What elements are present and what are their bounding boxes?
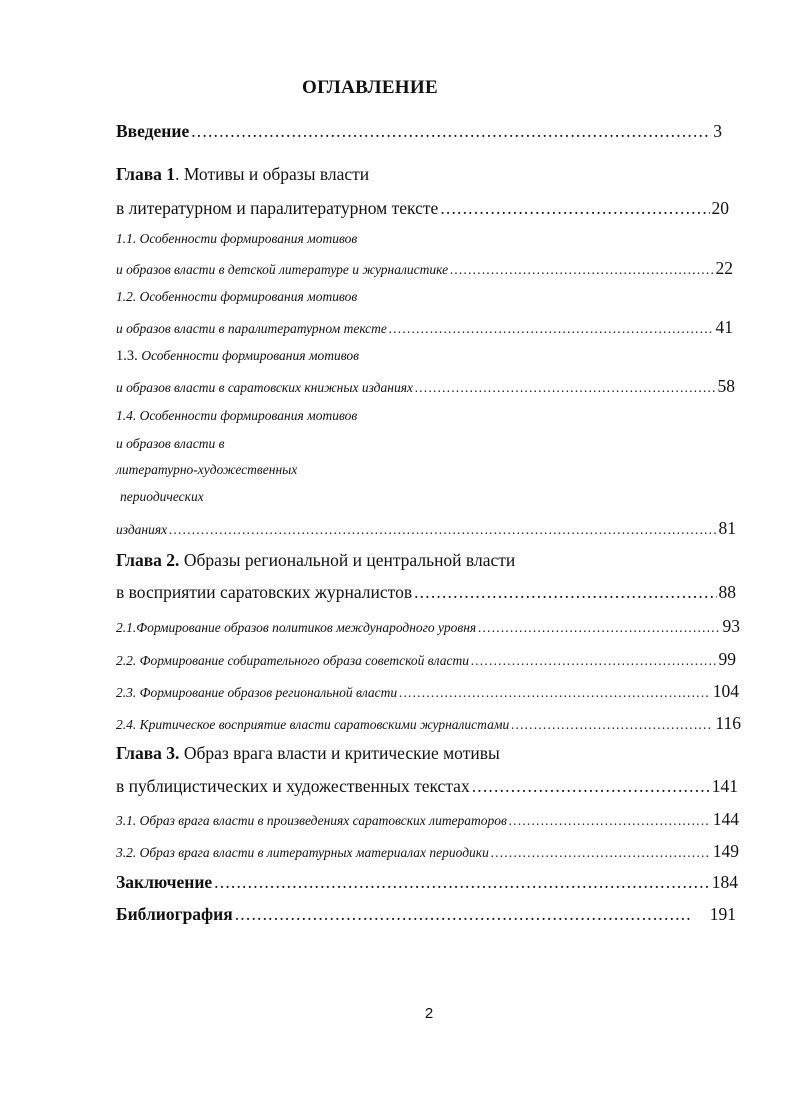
toc-label: в публицистических и художественных текстах [116,776,470,796]
toc-label: 2.3. Формирование образов региональной власти [116,685,398,700]
toc-section-1-3-line1 [116,348,359,365]
leader-dots [471,653,717,669]
toc-page-number: 3 [713,121,722,141]
toc-entry-section-1-3 [116,376,735,397]
toc-page-number: 88 [718,582,736,602]
toc-section-1-1-line1: 1.1. Особенности формирования мотивов [116,231,358,246]
leader-dots [414,582,716,603]
toc-label: и образов власти в паралитературном тексте [116,321,387,336]
leader-dots [511,717,713,733]
toc-entry-chapter-2 [116,582,736,603]
toc-chapter-1-heading [116,164,369,185]
toc-label: Введение [116,121,190,141]
toc-label: в литературном и паралитературном тексте [116,198,439,218]
toc-label: и образов власти в детской литературе и журналистике [116,262,449,277]
toc-section-1-4-line3: литературно-художественных [116,462,298,477]
toc-page-number: 58 [717,376,735,396]
toc-section-1-4-line4: периодических [120,489,204,504]
page-title: ОГЛАВЛЕНИЕ [302,77,438,98]
toc-entry-section-1-1 [116,258,733,279]
chapter-title: . Мотивы и образы власти [175,164,370,184]
leader-dots [509,813,711,829]
toc-label: Библиография [116,904,233,924]
toc-page-number: 116 [715,713,741,733]
toc-entry-section-2-4 [116,713,741,734]
toc-label: изданиях [116,522,168,537]
toc-chapter-3-heading [116,743,500,764]
toc-page-number: 191 [709,904,736,924]
toc-page-number: 20 [711,198,729,218]
chapter-prefix: Глава 3. [116,743,180,763]
toc-label: 2.4. Критическое восприятие власти саратовскими журналистами [116,717,510,732]
leader-dots [389,321,714,337]
toc-label: и образов власти в саратовских книжных изданиях [116,380,413,395]
toc-entry-chapter-3 [116,776,738,797]
leader-dots [235,904,692,925]
toc-label: в восприятии саратовских журналистов [116,582,413,602]
toc-page-number: 99 [718,649,736,669]
toc-page-number: 144 [712,809,739,829]
chapter-prefix: Глава 1 [116,164,176,184]
toc-page-number: 93 [722,616,740,636]
toc-entry-section-3-1 [116,809,739,830]
leader-dots [191,121,711,142]
toc-page-number: 141 [711,776,738,796]
leader-dots [491,845,711,861]
leader-dots [440,198,709,219]
leader-dots [450,262,713,278]
toc-page-number: 81 [718,518,736,538]
toc-label: Заключение [116,872,213,892]
toc-page-number: 41 [715,317,733,337]
toc-entry-section-3-2 [116,841,739,862]
chapter-prefix: Глава 2. [116,550,180,570]
section-title: Особенности формирования мотивов [141,348,360,363]
section-number: 1.3. [116,348,142,364]
toc-entry-section-1-2 [116,317,733,338]
toc-section-1-4-line2: и образов власти в [116,436,225,451]
toc-chapter-2-heading [116,550,515,571]
toc-entry-section-2-2 [116,649,736,670]
toc-entry-section-2-3 [116,681,739,702]
page-number: 2 [424,1005,434,1022]
leader-dots [415,380,716,396]
chapter-title: Образы региональной и центральной власти [179,550,516,570]
toc-page-number: 104 [712,681,739,701]
toc-label: 3.1. Образ врага власти в произведениях саратовских литераторов [116,813,507,828]
leader-dots [169,522,716,538]
toc-label: 3.2. Образ врага власти в литературных материалах периодики [116,845,489,860]
toc-entry-intro [116,121,722,142]
toc-entry-section-1-4 [116,518,736,539]
toc-section-1-2-line1: 1.2. Особенности формирования мотивов [116,289,358,304]
leader-dots [478,620,720,636]
leader-dots [399,685,711,701]
toc-label: 2.1.Формирование образов политиков международного уровня [116,620,477,635]
toc-section-1-4-line1: 1.4. Особенности формирования мотивов [116,408,358,423]
chapter-title: Образ врага власти и критические мотивы [179,743,500,763]
toc-page-number: 22 [715,258,733,278]
toc-page-number: 184 [711,872,738,892]
toc-entry-conclusion [116,872,738,893]
toc-entry-bibliography [116,904,736,925]
leader-dots [472,776,710,797]
toc-label: 2.2. Формирование собирательного образа советской власти [116,653,469,668]
toc-entry-chapter-1 [116,198,729,219]
toc-page-number: 149 [712,841,739,861]
leader-dots [214,872,710,893]
toc-entry-section-2-1 [116,616,740,637]
